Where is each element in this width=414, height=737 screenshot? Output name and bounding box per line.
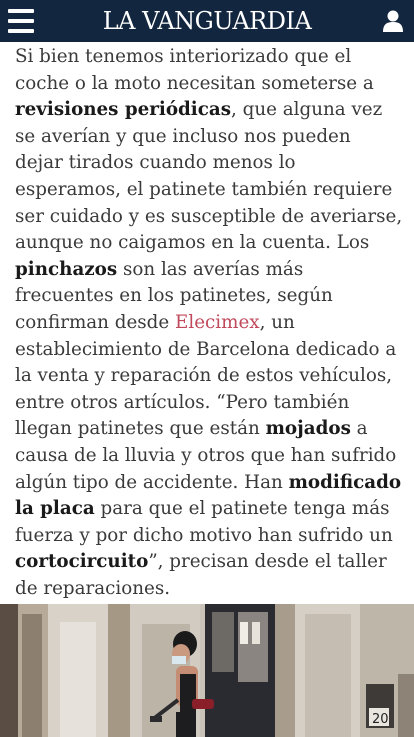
site-header — [0, 0, 414, 42]
site-logo[interactable]: LA VANGUARDIA — [102, 7, 312, 35]
bold-revisiones: revisiones periódicas — [15, 99, 232, 121]
street-sign-number: 20 — [372, 712, 389, 727]
text-fragment: , un establecimiento de Barcelona dedicado a la venta y reparación de estos vehículos, entre otros artículos. “Pero también llegan patinetes que están — [15, 311, 397, 440]
text-fragment: Si bien tenemos interiorizado que el coche o la moto necesitan someterse a — [15, 46, 374, 94]
bold-mojados: mojados — [265, 418, 351, 440]
bold-pinchazos: pinchazos — [15, 258, 118, 280]
text-fragment: ”, precisan desde el taller de reparaciones. — [15, 551, 387, 599]
bold-modificado-placa: modificado la placa — [15, 471, 402, 520]
article-paragraph — [15, 44, 403, 602]
elecimex-link[interactable]: Elecimex — [175, 311, 260, 333]
article-photo — [0, 604, 414, 737]
user-icon[interactable] — [382, 9, 404, 33]
bold-cortocircuito: cortocircuito — [15, 551, 149, 573]
text-fragment: , que alguna vez se averían y que incluso nos pueden dejar tirados cuando menos lo esperamos, el patinete también requiere ser cuidado y es susceptible de averiarse, aunque no caigamos en la cuenta. Los — [15, 99, 403, 254]
text-fragment: son las averías más frecuentes en los patinetes, según confirman desde — [15, 258, 333, 333]
text-fragment: para que el patinete tenga más fuerza y por dicho motivo han sufrido un — [15, 498, 393, 546]
text-fragment: a causa de la lluvia y otros que han sufrido algún tipo de accidente. Han — [15, 418, 397, 493]
hamburger-menu-icon[interactable] — [8, 9, 34, 33]
